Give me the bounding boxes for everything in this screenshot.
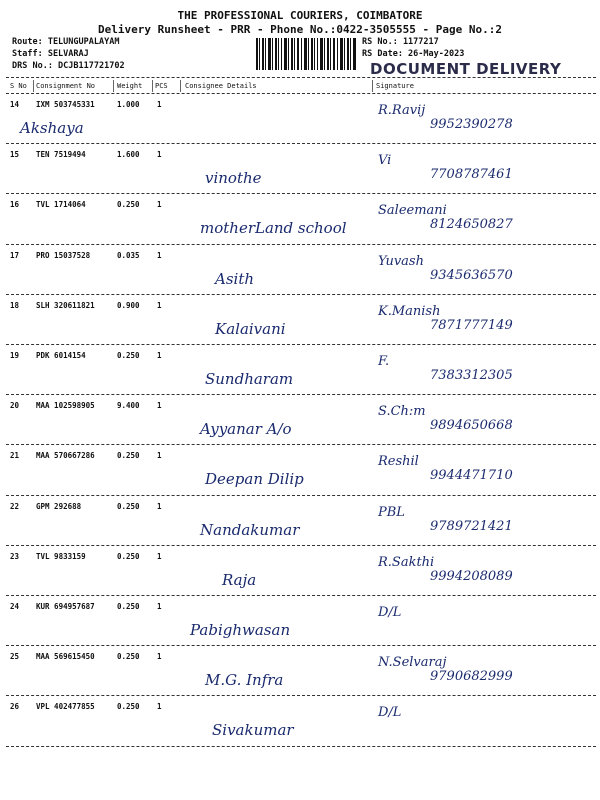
row-sno: 18: [10, 300, 20, 310]
row-signature-name: Reshil: [378, 454, 419, 470]
row-weight: 0.250: [117, 501, 140, 511]
row-divider: [6, 695, 596, 696]
row-consignment-no: TVL 1714064: [36, 200, 86, 210]
row-pcs: 1: [157, 300, 162, 310]
row-consignment-no: TEN 7519494: [36, 150, 86, 160]
row-divider: [6, 495, 596, 496]
barcode-icon: [256, 38, 356, 70]
row-weight: 0.250: [117, 200, 140, 210]
row-signature-name: D/L: [378, 605, 402, 620]
col-signature: Signature: [376, 82, 414, 90]
row-signature-name: R.Ravij: [378, 103, 426, 118]
row-consignment-no: IXM 503745331: [36, 100, 95, 109]
row-divider: [6, 244, 596, 245]
header-top-rule: [6, 77, 596, 78]
row-consignment-no: KUR 694957687: [36, 602, 95, 611]
row-consignee-name: Akshaya: [20, 119, 84, 137]
row-pcs: 1: [157, 200, 162, 210]
row-signature-phone: 9789721421: [430, 518, 513, 534]
row-pcs: 1: [157, 602, 162, 611]
row-signature-phone: 9894650668: [430, 418, 513, 434]
rs-date: RS Date: 26-May-2023: [362, 49, 465, 59]
row-weight: 0.250: [117, 451, 140, 461]
row-signature-phone: 9994208089: [430, 568, 513, 584]
row-divider: [6, 545, 596, 546]
row-signature-phone: 7871777149: [430, 317, 513, 333]
row-sno: 22: [10, 501, 20, 511]
row-pcs: 1: [157, 401, 162, 411]
row-pcs: 1: [157, 702, 162, 712]
row-weight: 0.250: [117, 602, 140, 611]
row-weight: 0.900: [117, 300, 140, 310]
row-consignment-no: MAA 102598905: [36, 401, 95, 411]
row-sno: 23: [10, 551, 20, 561]
row-divider: [6, 645, 596, 646]
row-signature-name: S.Ch:m: [378, 404, 426, 420]
row-signature-name: F.: [378, 354, 390, 369]
row-signature-name: R.Sakthi: [378, 554, 435, 570]
staff-label: Staff: SELVARAJ: [12, 49, 89, 59]
row-pcs: 1: [157, 150, 162, 160]
row-consignment-no: TVL 9833159: [36, 551, 86, 561]
row-consignee-name: Sundharam: [205, 370, 294, 388]
row-consignment-no: MAA 569615450: [36, 652, 95, 662]
col-sno: S No: [10, 82, 27, 90]
row-signature-phone: 8124650827: [430, 217, 513, 233]
row-signature-phone: 7383312305: [430, 368, 513, 383]
row-consignment-no: SLH 320611821: [36, 300, 95, 310]
drs-number: DRS No.: DCJB117721702: [12, 61, 125, 71]
row-weight: 0.250: [117, 702, 140, 712]
row-consignment-no: MAA 570667286: [36, 451, 95, 461]
row-signature-name: K.Manish: [378, 303, 441, 319]
row-sno: 24: [10, 602, 20, 611]
row-consignee-name: Kalaivani: [215, 319, 286, 338]
col-weight: Weight: [117, 82, 143, 90]
rs-number: RS No.: 1177217: [362, 37, 439, 47]
row-divider: [6, 193, 596, 194]
row-pcs: 1: [157, 451, 162, 461]
row-weight: 1.600: [117, 150, 140, 160]
row-consignment-no: VPL 402477855: [36, 702, 95, 712]
row-sno: 19: [10, 351, 20, 360]
row-consignee-name: Ayyanar A/o: [200, 420, 292, 439]
row-consignee-name: Raja: [222, 570, 257, 589]
row-consignee-name: Nandakumar: [200, 520, 300, 539]
row-signature-phone: 9952390278: [430, 117, 513, 132]
row-signature-name: Yuvash: [378, 253, 424, 269]
row-consignee-name: Deepan Dilip: [205, 470, 304, 489]
row-signature-name: PBL: [378, 504, 405, 520]
company-title: THE PROFESSIONAL COURIERS, COIMBATORE: [177, 9, 423, 22]
row-pcs: 1: [157, 551, 162, 561]
row-pcs: 1: [157, 501, 162, 511]
row-consignee-name: Asith: [215, 269, 255, 288]
row-divider: [6, 394, 596, 395]
row-signature-name: Vi: [378, 153, 392, 169]
row-divider: [6, 444, 596, 445]
row-weight: 0.250: [117, 551, 140, 561]
row-divider: [6, 294, 596, 295]
row-consignment-no: GPM 292688: [36, 501, 82, 511]
row-weight: 0.250: [117, 652, 140, 662]
row-pcs: 1: [157, 652, 162, 662]
row-consignee-name: vinothe: [205, 169, 262, 188]
row-sno: 17: [10, 250, 20, 260]
col-pcs: PCS: [155, 82, 168, 90]
row-pcs: 1: [157, 100, 162, 109]
row-pcs: 1: [157, 351, 162, 360]
row-signature-name: Saleemani: [378, 203, 447, 219]
document-delivery-stamp: DOCUMENT DELIVERY: [370, 60, 562, 78]
route-label: Route: TELUNGUPALAYAM: [12, 37, 120, 47]
row-signature-phone: 9790682999: [430, 669, 513, 685]
row-consignee-name: Pabighwasan: [190, 621, 291, 639]
row-consignee-name: M.G. Infra: [205, 671, 284, 690]
row-consignment-no: PDK 6014154: [36, 351, 86, 360]
row-sno: 16: [10, 200, 20, 210]
row-weight: 1.000: [117, 100, 140, 109]
row-divider: [6, 344, 596, 345]
row-divider: [6, 746, 596, 747]
row-signature-phone: 9345636570: [430, 267, 513, 283]
col-consignment: Consignment No: [36, 82, 96, 90]
row-sno: 21: [10, 451, 20, 461]
row-pcs: 1: [157, 250, 162, 260]
runsheet-subtitle: Delivery Runsheet - PRR - Phone No.:0422-3505555 - Page No.:2: [98, 23, 502, 36]
row-consignee-name: Sivakumar: [212, 721, 294, 740]
row-weight: 0.250: [117, 351, 140, 360]
row-signature-phone: 7708787461: [430, 167, 513, 183]
row-signature-name: N.Selvaraj: [378, 655, 447, 671]
row-weight: 0.035: [117, 250, 140, 260]
row-sno: 15: [10, 150, 20, 160]
row-consignment-no: PRO 15037528: [36, 250, 91, 260]
row-signature-phone: 9944471710: [430, 468, 513, 484]
row-divider: [6, 143, 596, 144]
row-sno: 26: [10, 702, 20, 712]
row-weight: 9.400: [117, 401, 140, 411]
row-sno: 14: [10, 100, 20, 109]
row-signature-name: D/L: [378, 705, 402, 721]
header-bottom-rule: [6, 93, 596, 94]
row-sno: 20: [10, 401, 20, 411]
row-sno: 25: [10, 652, 20, 662]
col-consignee: Consignee Details: [185, 82, 257, 90]
row-consignee-name: motherLand school: [200, 219, 347, 238]
row-divider: [6, 595, 596, 596]
